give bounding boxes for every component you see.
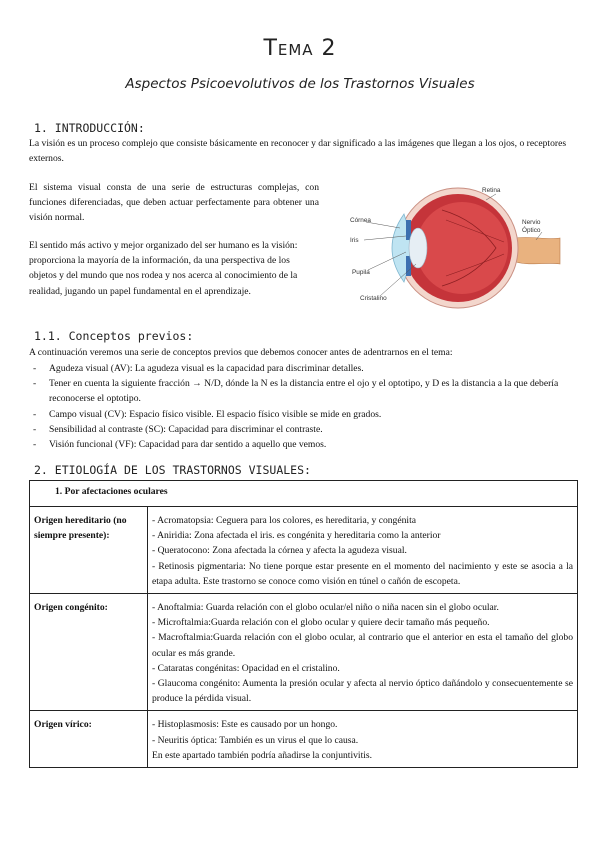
conceptos-lead: A continuación veremos una serie de conceptos previos que debemos conocer antes de adentrarnos en el tema: [29, 347, 453, 358]
row-line: - Cataratas congénitas: Opacidad en el cristalino. [152, 662, 340, 674]
row-line: - Microftalmia:Guarda relación con el globo ocular y quiere decir tamaño más pequeño. [152, 617, 490, 629]
row-line: - Anoftalmia: Guarda relación con el globo ocular/el niño o niña nacen sin el globo ocular. [152, 602, 499, 614]
row-details [148, 507, 578, 594]
label-retina: Retina [482, 187, 501, 194]
table-header: 1. Por afectaciones oculares [30, 481, 578, 507]
list-item: - Campo visual (CV): Espacio físico visible. El espacio físico visible se mide en grados. [30, 407, 578, 422]
eye-anatomy-diagram [346, 180, 568, 310]
lens-shape [409, 228, 427, 268]
row-details [148, 711, 578, 768]
list-item: - Visión funcional (VF): Capacidad para dar sentido a aquello que vemos. [30, 437, 578, 452]
conceptos-heading: 1.1. Conceptos previos: [34, 329, 194, 343]
row-line: - Acromatopsia: Ceguera para los colores, es hereditaria, y congénita [152, 515, 416, 526]
label-cornea: Córnea [350, 217, 371, 224]
intro-paragraph-2: El sistema visual consta de una serie de estructuras complejas, con funciones diferenciadas, que deben actuar perfectamente para obtener una visión normal. [29, 182, 319, 224]
row-line: - Macroftalmia:Guarda relación con el globo ocular, al contrario que el anterior en esta el tamaño del globo ocular es más grande. [152, 632, 573, 659]
conceptos-list [30, 361, 578, 452]
page-subtitle: Aspectos Psicoevolutivos de los Trastornos Visuales [125, 76, 475, 92]
row-line: En este apartado también podría añadirse la conjuntivitis. [152, 749, 373, 761]
list-item: - Sensibilidad al contraste (SC): Capacidad para discriminar el contraste. [30, 422, 578, 437]
optic-nerve-shape [516, 237, 560, 264]
label-pupila: Pupila [352, 269, 370, 276]
list-item: - Agudeza visual (AV): La agudeza visual es la capacidad para discriminar detalles. [30, 361, 578, 376]
label-nervio-2: Óptico [522, 227, 541, 234]
row-line: - Glaucoma congénito: Aumenta la presión ocular y afecta al nervio óptico dañándolo y consecuentemente se produce la pérdida visual. [152, 678, 573, 705]
row-line: - Retinosis pigmentaria: No tiene porque estar presente en el momento del nacimiento y este se asocia a la etapa adulta. Este trastorno se conoce como visión en túnel o cañón de escopeta. [152, 560, 573, 587]
list-item: - Tener en cuenta la siguiente fracción → N/D, dónde la N es la distancia entre el ojo y el optotipo, y D es la distancia a la que debería reconocerse el optotipo. [30, 376, 578, 406]
vitreous-shape [416, 202, 508, 294]
row-label: Origen hereditario (no siempre presente): [30, 507, 148, 594]
label-cristalino: Cristalino [360, 295, 387, 302]
label-iris: Iris [350, 237, 359, 244]
intro-paragraph-3: El sentido más activo y mejor organizado del ser humano es la visión: proporciona la mayoría de la información, da una perspectiva de los objetos y del mundo que nos rodea y nos acerca al conocimiento de la realidad, jugando un papel fundamental en el aprendizaje. [29, 240, 298, 297]
etiologia-heading: 2. ETIOLOGÍA DE LOS TRASTORNOS VISUALES: [34, 463, 311, 477]
label-nervio-1: Nervio [522, 219, 541, 226]
etiologia-table [29, 480, 578, 768]
row-line: - Aniridia: Zona afectada el iris. es congénita y hereditaria como la anterior [152, 530, 441, 542]
row-line: - Queratocono: Zona afectada la córnea y afecta la agudeza visual. [152, 545, 407, 557]
intro-heading: 1. INTRODUCCIÓN: [34, 121, 145, 135]
table-row [30, 711, 578, 768]
row-label: Origen congénito: [30, 594, 148, 711]
row-details [148, 594, 578, 711]
table-row [30, 594, 578, 711]
table-row [30, 507, 578, 594]
row-line: - Neuritis óptica: También es un virus el que lo causa. [152, 734, 359, 746]
row-line: - Histoplasmosis: Este es causado por un hongo. [152, 719, 338, 731]
intro-paragraph-1: La visión es un proceso complejo que consiste básicamente en reconocer y dar significado a las imágenes que llegan a los ojos, o receptores externos. [29, 138, 567, 165]
page-title: Tema 2 [263, 36, 337, 61]
row-label: Origen vírico: [30, 711, 148, 768]
